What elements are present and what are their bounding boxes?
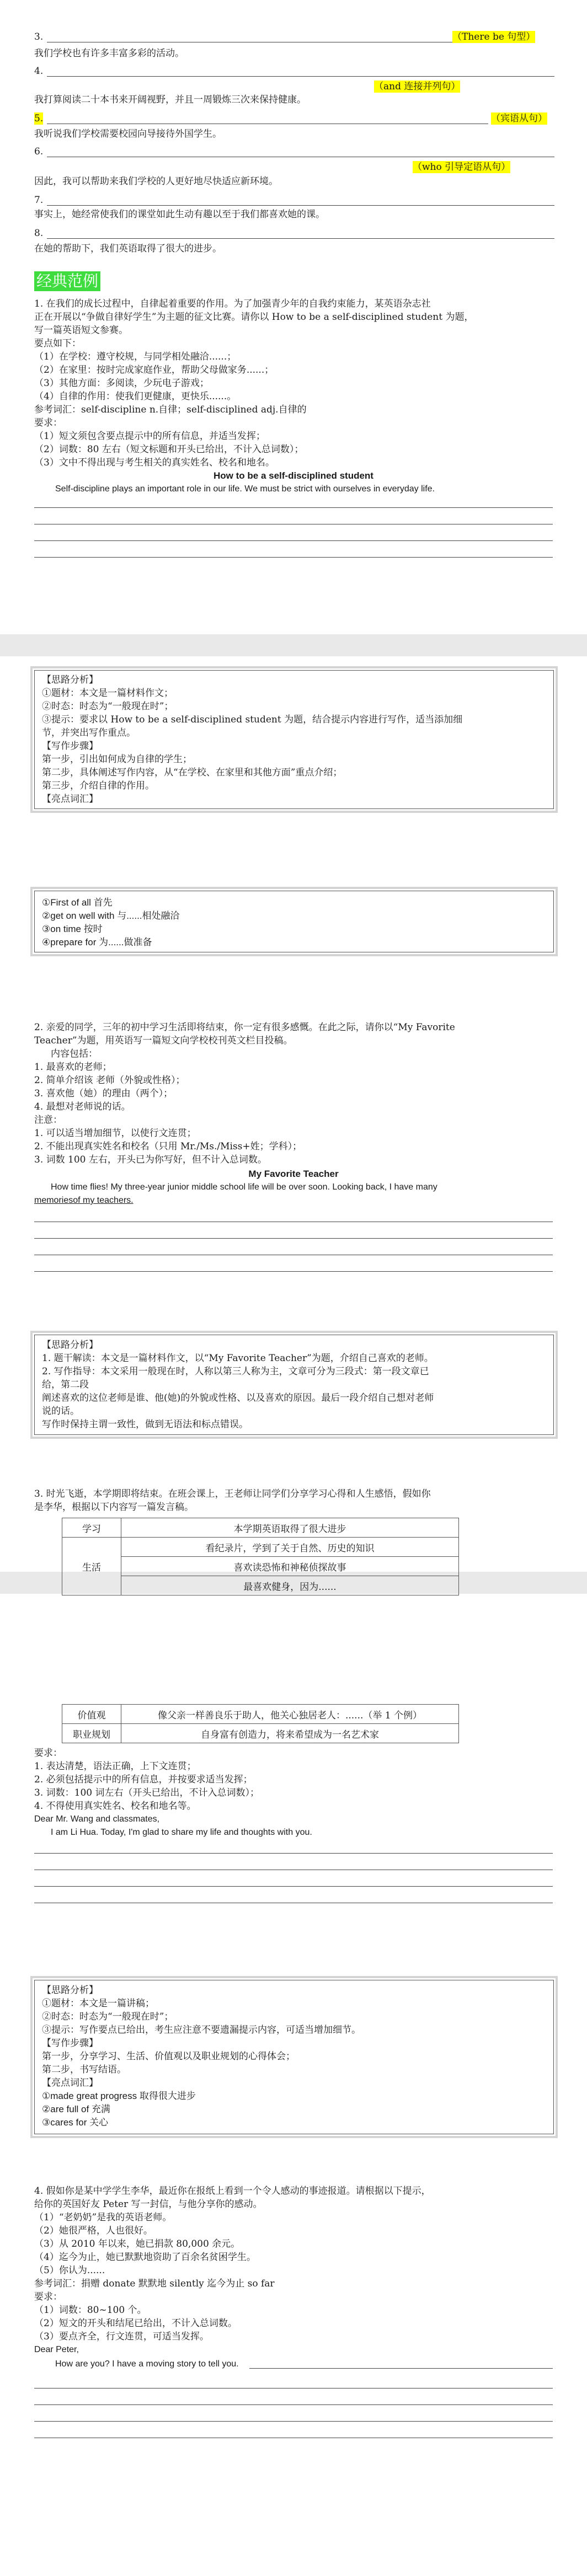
- vocab-line: ②get on well with 与......相处融洽: [42, 911, 180, 921]
- table-cell: 最喜欢健身，因为......: [121, 1576, 459, 1595]
- table-cell: 喜欢读恐怖和神秘侦探故事: [121, 1557, 459, 1576]
- q8-number: 8.: [34, 228, 44, 239]
- table-row: [62, 1538, 459, 1557]
- vocab-line: ①First of all 首先: [42, 897, 113, 908]
- ex4-greeting: Dear Peter,: [34, 2345, 79, 2354]
- q8-chinese: 在她的帮助下，我们英语取得了很大的进步。: [34, 243, 222, 254]
- table-cell: 看纪录片，学到了关于自然、历史的知识: [121, 1538, 459, 1557]
- table-cell: 像父亲一样善良乐于助人，他关心独居老人：......（举 1 个例）: [121, 1705, 459, 1724]
- analysis-line: 第一步，引出如何成为自律的学生；: [42, 754, 192, 765]
- ex4-point: （2）她很严格，人也很好。: [34, 2225, 153, 2236]
- analysis-line: ②are full of 充满: [42, 2104, 110, 2114]
- ex1-req: （2）词数：80 左右（短文标题和开头已给出，不计入总词数）；: [34, 444, 304, 455]
- analysis-line: 【亮点词汇】: [42, 2077, 98, 2088]
- answer-line: [47, 238, 554, 239]
- analysis-line: 【思路分析】: [42, 1985, 98, 1996]
- writing-line: [34, 540, 553, 541]
- analysis-line: 第一步，分享学习、生活、价值观以及职业规划的心得体会；: [42, 2051, 295, 2062]
- ex1-essay-title: How to be a self-disciplined student: [214, 470, 373, 481]
- analysis-line: 【亮点词汇】: [42, 794, 98, 805]
- ex1-vocab: 参考词汇：self-discipline n.自律；self-disciplined adj.自律的: [34, 404, 307, 415]
- ex1-req: （3）文中不得出现与考生相关的真实姓名、校名和地名。: [34, 457, 275, 468]
- vocab-line: ③on time 按时: [42, 924, 103, 934]
- analysis-line: 第三步，介绍自律的作用。: [42, 780, 154, 791]
- ex4-point: （3）从 2010 年以来，她已捐款 80,000 余元。: [34, 2238, 241, 2250]
- table-row: [62, 1705, 459, 1724]
- table-row: [62, 1557, 459, 1576]
- q7-number: 7.: [34, 195, 44, 206]
- table-row: [62, 1724, 459, 1743]
- ex4-req: （2）短文的开头和结尾已给出，不计入总词数。: [34, 2318, 237, 2329]
- ex2-point: 1. 最喜欢的老师；: [34, 1062, 112, 1073]
- ex4-point: （5）你认为......: [34, 2265, 105, 2276]
- q5-chinese: 我听说我们学校需要校园向导接待外国学生。: [34, 128, 222, 140]
- ex2-point: 4. 最想对老师说的话。: [34, 1101, 131, 1112]
- writing-line: [34, 1853, 553, 1854]
- q3-number: 3.: [34, 31, 44, 42]
- ex2-notes-title: 注意：: [34, 1115, 62, 1126]
- ex4-point: （1）“老奶奶”是我的英语老师。: [34, 2212, 172, 2223]
- ex3-req: 4. 不得使用真实姓名、校名和地名等。: [34, 1801, 196, 1812]
- ex1-point: （2）在家里：按时完成家庭作业，帮助父母做家务......；: [34, 365, 274, 376]
- writing-line: [249, 2368, 553, 2369]
- writing-line: [34, 1886, 553, 1887]
- writing-line: [34, 507, 553, 508]
- ex2-essay-start: memoriesof my teachers.: [34, 1196, 134, 1205]
- analysis-line: 给，第二段: [42, 1379, 89, 1390]
- ex1-requirements-title: 要点如下：: [34, 338, 81, 349]
- table-cell: 生活: [62, 1538, 121, 1595]
- ex1-essay-start: Self-discipline plays an important role in our life. We must be strict with ourselves in everyday life.: [55, 484, 435, 494]
- analysis-line: 写作时保持主谓一致性，做到无语法和标点错误。: [42, 1419, 248, 1430]
- ex4-req: （1）词数：80~100 个。: [34, 2305, 147, 2316]
- q7-chinese: 事实上，她经常使我们的课堂如此生动有趣以至于我们都喜欢她的课。: [34, 209, 325, 220]
- ex1-req2-title: 要求：: [34, 417, 62, 429]
- analysis-line: 【写作步骤】: [42, 741, 98, 752]
- table-cell: 价值观: [62, 1705, 121, 1724]
- analysis-line: ②时态：时态为“一般现在时”；: [42, 701, 174, 712]
- analysis-line: 【写作步骤】: [42, 2038, 98, 2049]
- ex2-paragraph: 2. 亲爱的同学，三年的初中学习生活即将结束，你一定有很多感慨。在此之际，请你以“My Favorite: [34, 1022, 455, 1033]
- answer-line: [47, 76, 554, 77]
- vocab-line: ④prepare for 为......做准备: [42, 937, 152, 947]
- writing-line: [34, 557, 553, 558]
- ex2-point: 3. 喜欢他（她）的理由（两个）；: [34, 1088, 173, 1099]
- analysis-line: 说的话。: [42, 1406, 79, 1417]
- q5-hint: （宾语从句）: [491, 113, 547, 124]
- section-title: 经典范例: [34, 271, 100, 291]
- writing-line: [34, 2421, 553, 2422]
- ex1-paragraph: 写一篇英语短文参赛。: [34, 325, 128, 336]
- q4-chinese: 我打算阅读二十本书来开阔视野，并且一周锻炼三次来保持健康。: [34, 94, 306, 105]
- analysis-line: ①题材：本文是一篇讲稿；: [42, 1998, 154, 2009]
- analysis-line: ③提示：写作要点已给出，考生应注意不要遗漏提示内容，可适当增加细节。: [42, 2025, 361, 2036]
- analysis-line: 节，并突出写作重点。: [42, 727, 136, 738]
- analysis-line: 1. 题干解读：本文是一篇材料作文，以“My Favorite Teacher”为题，介绍自己喜欢的老师。: [42, 1353, 434, 1364]
- ex2-point: 2. 简单介绍该 老师（外貌或性格）；: [34, 1075, 185, 1086]
- table-row: [62, 1518, 459, 1538]
- ex4-paragraph: 给你的英国好友 Peter 写一封信，与他分享你的感动。: [34, 2199, 263, 2210]
- analysis-line: 阐述喜欢的这位老师是谁、他(她)的外貌或性格、以及喜欢的原因。最后一段介绍自己想对老师: [42, 1393, 434, 1404]
- ex1-point: （1）在学校：遵守校规，与同学相处融洽......；: [34, 351, 237, 362]
- table-row: [62, 1576, 459, 1595]
- table-cell: 职业规划: [62, 1724, 121, 1743]
- analysis-line: 第二步，具体阐述写作内容，从“在学校、在家里和其他方面”重点介绍；: [42, 767, 343, 778]
- answer-line: [47, 205, 554, 206]
- ex3-table: [62, 1518, 459, 1595]
- q4-hint: （and 连接并列句）: [374, 81, 461, 92]
- table-cell: 本学期英语取得了很大进步: [121, 1518, 459, 1538]
- analysis-line: 第二步，书写结语。: [42, 2064, 126, 2075]
- writing-line: [34, 1271, 553, 1272]
- analysis-line: 【思路分析】: [42, 1340, 98, 1351]
- page-gap: [0, 634, 587, 656]
- writing-line: [34, 2404, 553, 2405]
- q3-hint: （There be 句型）: [452, 31, 536, 42]
- ex4-point: （4）迄今为止，她已默默地资助了百余名贫困学生。: [34, 2252, 256, 2263]
- ex2-note: 3. 词数 100 左右，开头已为你写好，但不计入总词数。: [34, 1154, 267, 1165]
- analysis-line: ①made great progress 取得很大进步: [42, 2091, 196, 2101]
- ex1-req: （1）短文须包含要点提示中的所有信息，并适当发挥；: [34, 431, 265, 442]
- ex3-greeting: Dear Mr. Wang and classmates,: [34, 1814, 160, 1824]
- table-cell: 学习: [62, 1518, 121, 1538]
- ex1-point: （3）其他方面：多阅读，少玩电子游戏；: [34, 378, 209, 389]
- q6-hint: （who 引导定语从句）: [413, 162, 511, 173]
- ex2-content-title: 内容包括：: [51, 1048, 98, 1059]
- ex3-req: 1. 表达清楚，语法正确，上下文连贯；: [34, 1761, 196, 1772]
- ex3-req-title: 要求：: [34, 1748, 62, 1759]
- q5-number: 5.: [34, 113, 44, 124]
- analysis-line: ③cares for 关心: [42, 2117, 109, 2128]
- ex3-req: 2. 必须包括提示中的所有信息，并按要求适当发挥；: [34, 1774, 253, 1785]
- ex4-req-title: 要求：: [34, 2291, 62, 2302]
- q3-chinese: 我们学校也有许多丰富多彩的活动。: [34, 48, 184, 59]
- ex3-paragraph: 3. 时光飞逝，本学期即将结束。在班会课上，王老师让同学们分享学习心得和人生感悟，假如你: [34, 1488, 431, 1499]
- ex3-table-cont: [62, 1704, 459, 1743]
- ex2-essay-title: My Favorite Teacher: [248, 1169, 339, 1179]
- ex3-paragraph: 是李华，根据以下内容写一篇发言稿。: [34, 1502, 194, 1513]
- ex2-paragraph: Teacher”为题，用英语写一篇短文向学校校刊英文栏目投稿。: [34, 1035, 293, 1046]
- analysis-line: 2. 写作指导：本文采用一般现在时，人称以第三人称为主，文章可分为三段式：第一段文章已: [42, 1366, 429, 1377]
- ex2-essay-start: How time flies! My three-year junior middle school life will be over soon. Looking back, I have many: [51, 1182, 437, 1192]
- ex1-paragraph: 正在开展以“争做自律好学生”为主题的征文比赛。请你以 How to be a self-disciplined student 为题，: [34, 312, 474, 323]
- ex4-paragraph: 4. 假如你是某中学学生李华，最近你在报纸上看到一个令人感动的事迹报道。请根据以下提示，: [34, 2186, 431, 2197]
- writing-line: [34, 1238, 553, 1239]
- analysis-line: ①题材：本文是一篇材料作文；: [42, 688, 173, 699]
- ex2-note: 2. 不能出现真实姓名和校名（只用 Mr./Ms./Miss+姓；学科）；: [34, 1141, 302, 1152]
- analysis-line: 【思路分析】: [42, 674, 98, 685]
- ex2-note: 1. 可以适当增加细节，以使行文连贯；: [34, 1128, 196, 1139]
- q6-chinese: 因此，我可以帮助来我们学校的人更好地尽快适应新环境。: [34, 176, 278, 187]
- ex4-req: （3）要点齐全，行文连贯，可适当发挥。: [34, 2331, 209, 2342]
- ex4-start: How are you? I have a moving story to tell you.: [55, 2359, 239, 2369]
- ex3-req: 3. 词数：100 词左右（开头已给出，不计入总词数）；: [34, 1787, 259, 1798]
- analysis-line: ②时态：时态为“一般现在时”；: [42, 2011, 174, 2022]
- q4-number: 4.: [34, 66, 44, 77]
- ex3-start: I am Li Hua. Today, I'm glad to share my life and thoughts with you.: [51, 1828, 312, 1837]
- ex4-vocab: 参考词汇：捐赠 donate 默默地 silently 迄今为止 so far: [34, 2278, 275, 2289]
- ex1-paragraph: 1. 在我们的成长过程中，自律起着重要的作用。为了加强青少年的自我约束能力，某英语杂志社: [34, 298, 431, 309]
- q6-number: 6.: [34, 146, 44, 157]
- analysis-line: ③提示：要求以 How to be a self-disciplined student 为题，结合提示内容进行写作，适当添加细: [42, 714, 463, 725]
- table-cell: 自身富有创造力，将来希望成为一名艺术家: [121, 1724, 459, 1743]
- ex1-point: （4）自律的作用：使我们更健康，更快乐......。: [34, 391, 237, 402]
